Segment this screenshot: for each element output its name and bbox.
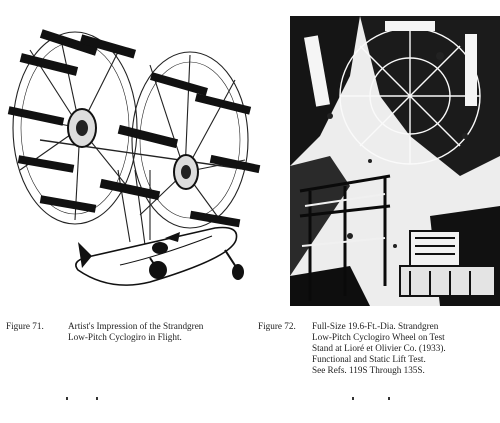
figure-71-label: Figure 71. (6, 321, 44, 331)
figure-71-caption-line: Artist's Impression of the Strandgren (68, 321, 204, 331)
fuselage (76, 228, 244, 286)
test-stand-photo (290, 16, 500, 306)
scan-speck (388, 397, 390, 400)
figure-72-caption-line: See Refs. 119S Through 135S. (312, 365, 425, 375)
scan-speck (352, 397, 354, 400)
figure-71-caption (6, 321, 256, 343)
scan-speck (96, 397, 98, 400)
figure-71-caption-line: Low-Pitch Cyclogiro in Flight. (68, 332, 182, 342)
figure-72-caption-line: Low-Pitch Cyclogiro Wheel on Test (312, 332, 445, 342)
scan-speck (66, 397, 68, 400)
figure-71-illustration (0, 20, 280, 300)
figure-72-label: Figure 72. (258, 321, 296, 331)
figure-72-caption-line: Stand at Lioré et Olivier Co. (1933). (312, 343, 446, 353)
figure-72-caption-line: Full-Size 19.6-Ft.-Dia. Strandgren (312, 321, 439, 331)
figure-72-caption (258, 321, 498, 376)
cyclogiro-drawing (0, 20, 280, 300)
figure-72-photo (290, 16, 500, 306)
figure-72-caption-line: Functional and Static Lift Test. (312, 354, 426, 364)
